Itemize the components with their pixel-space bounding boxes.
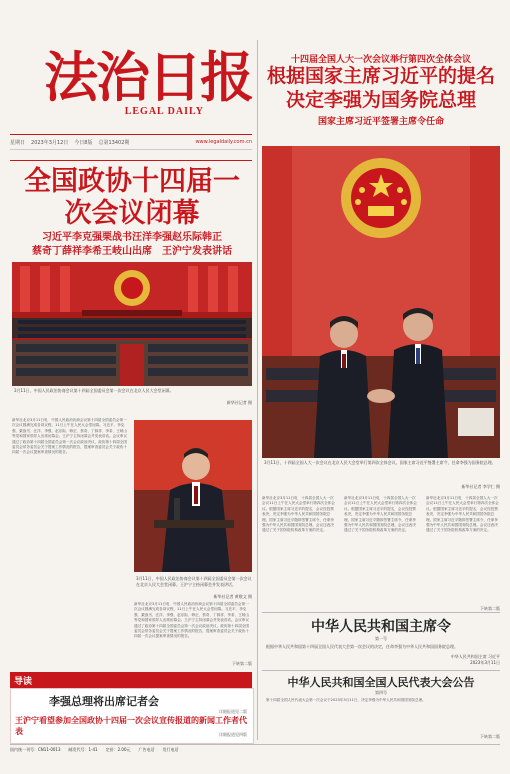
handshake-photo [262,146,500,458]
right-article-col-3: 新华社北京3月11日电 十四届全国人大一次会议11日上午在人民大会堂举行第四次全体会议。根据国家主席习近平的提名，会议经投票表决，决定李强为中华人民共和国国务院总理。国家主席习近平随即签署主席令，任命李强为中华人民共和国国务院总理。会议还表决通过了关于国务院机构改革方案的决定。 [426,496,499,533]
right-photo-credit: 新华社记者 李学仁 摄 [461,484,500,489]
guide-item-2-page: 详细报道见四版 [219,732,247,737]
guide-band [10,672,252,688]
issue-number: 总第13402期 [98,139,130,146]
announcement-text: 第十四届全国人民代表大会第一次会议于2023年3月11日，决定李强为中华人民共和国国务院总理。 [266,698,426,702]
left-article-body-cont: 新华社北京3月11日电 中国人民政治协商会议第十四届全国委员会第一次会议圆满完成各项议程，11日上午在人民大会堂闭幕。习近平、李克强、栗战书、汪洋、李强、赵乐际、韩正、蔡奇、丁薛祥、李希、王岐山等党和国家领导人出席闭幕会。王沪宁主持闭幕会并发表讲话。会议审议通过了政协第十四届全国委员会第一次会议政治决议，政协第十四届全国委员会常务委员会关于提案工作情况的报告，提案审查委员会关于政协十四届一次会议提案审查情况的报告。 [134,602,249,639]
left-article-body: 新华社北京3月11日电 中国人民政治协商会议第十四届全国委员会第一次会议圆满完成各项议程，11日上午在人民大会堂闭幕。习近平、李克强、栗战书、汪洋、李强、赵乐际、韩正、蔡奇、丁薛祥、李希、王岐山等党和国家领导人出席闭幕会。王沪宁主持闭幕会并发表讲话。会议审议通过了政协第十四届全国委员会第一次会议政治决议，政协第十四届全国委员会常务委员会关于提案工作情况的报告，提案审查委员会关于政协十四届一次会议提案审查情况的报告。 [12,418,127,455]
masthead-title: 法治日报 [44,45,252,109]
photo1-caption: 3月11日，中国人民政治协商会议第十四届全国委员会第一次会议在北京人民大会堂闭幕。 [14,388,174,393]
right-headline [262,64,500,112]
column-divider [257,40,258,740]
speaker-photo [134,420,252,572]
decree-date: 2023年3月11日 [470,660,500,665]
right-headline-line-2: 决定李强为国务院总理 [285,89,476,111]
announcement-number: 第四号 [375,690,387,695]
footer-item: 国内统一刊号：CN11-0013 [10,747,61,752]
photo2-caption: 3月11日，中国人民政治协商会议第十四届全国委员会第一次会议在北京人民大会堂闭幕。王沪宁主持闭幕会并发表讲话。 [136,576,252,587]
date: 2023年3月12日 [31,139,69,146]
subhead-line-1: 习近平李克强栗战书汪洋李强赵乐际韩正 [42,232,222,243]
page-count: 今日8版 [74,139,93,146]
announcement-rule [262,670,500,671]
right-headline-line-1: 根据国家主席习近平的提名 [266,65,495,87]
info-bar [10,134,252,150]
announcement-title: 中华人民共和国全国人民代表大会公告 [287,676,475,689]
right-article-col-1: 新华社北京3月11日电 十四届全国人大一次会议11日上午在人民大会堂举行第四次全体会议。根据国家主席习近平的提名，会议经投票表决，决定李强为中华人民共和国国务院总理。国家主席习近平随即签署主席令，任命李强为中华人民共和国国务院总理。会议还表决通过了关于国务院机构改革方案的决定。 [262,496,335,533]
footer-item: 邮发代号：1-41 [68,747,98,752]
right-photo-caption: 3月11日，十四届全国人大一次会议在北京人民大会堂举行第四次全体会议。国家主席习近平签署主席令，任命李强为国务院总理。 [264,460,496,465]
decree-signer: 中华人民共和国主席 习近平 [450,654,500,659]
announcement-continued[interactable]: 下转第二版 [480,734,500,739]
photo2-credit: 新华社记者 黄敬文 摄 [213,594,252,599]
photo1-credit: 新华社记者 摄 [226,400,252,405]
decree-text: 根据中华人民共和国第十四届全国人民代表大会第一次会议的决定，任命李强为中华人民共和国国务院总理。 [266,644,458,649]
rule-line [10,160,252,161]
guide-item-1-page: 详细报道见二版 [219,709,247,714]
guide-item-2[interactable]: 王沪宁看望参加全国政协十四届一次会议宣传报道的新闻工作者代表 [15,716,247,736]
footer-bar [10,744,500,755]
weekday: 星期日 [10,139,26,146]
right-kicker: 十四届全国人大一次会议举行第四次全体会议 [290,55,471,65]
guide-box [10,688,254,744]
footer-item: 广告电话 [138,747,155,752]
subhead-line-2: 蔡奇丁薛祥李希王岐山出席 王沪宁发表讲话 [32,246,232,257]
guide-label: 导读 [14,677,33,687]
decree-rule [262,612,500,613]
decree-number: 第一号 [375,636,387,641]
right-article-col-2: 新华社北京3月11日电 十四届全国人大一次会议11日上午在人民大会堂举行第四次全体会议。根据国家主席习近平的提名，会议经投票表决，决定李强为中华人民共和国国务院总理。国家主席习近平随即签署主席令，任命李强为中华人民共和国国务院总理。会议还表决通过了关于国务院机构改革方案的决定。 [344,496,417,533]
masthead [44,45,252,118]
masthead-english: LEGAL DAILY [124,106,204,117]
lead-subhead [12,231,252,259]
website-link[interactable]: www.legaldaily.com.cn [195,139,252,145]
left-continued[interactable]: 下转第二版 [232,661,252,666]
guide-item-1[interactable]: 李强总理将出席记者会 [49,695,159,708]
cppcc-hall-photo [12,262,252,386]
footer-item: 发行电话 [162,747,179,752]
decree-title: 中华人民共和国主席令 [311,619,451,635]
lead-headline: 全国政协十四届一次会议闭幕 [24,166,240,229]
footer-item: 定价：2.00元 [105,747,131,752]
right-subhead: 国家主席习近平签署主席令任命 [317,117,444,127]
right-continued[interactable]: 下转第二版 [480,606,500,611]
